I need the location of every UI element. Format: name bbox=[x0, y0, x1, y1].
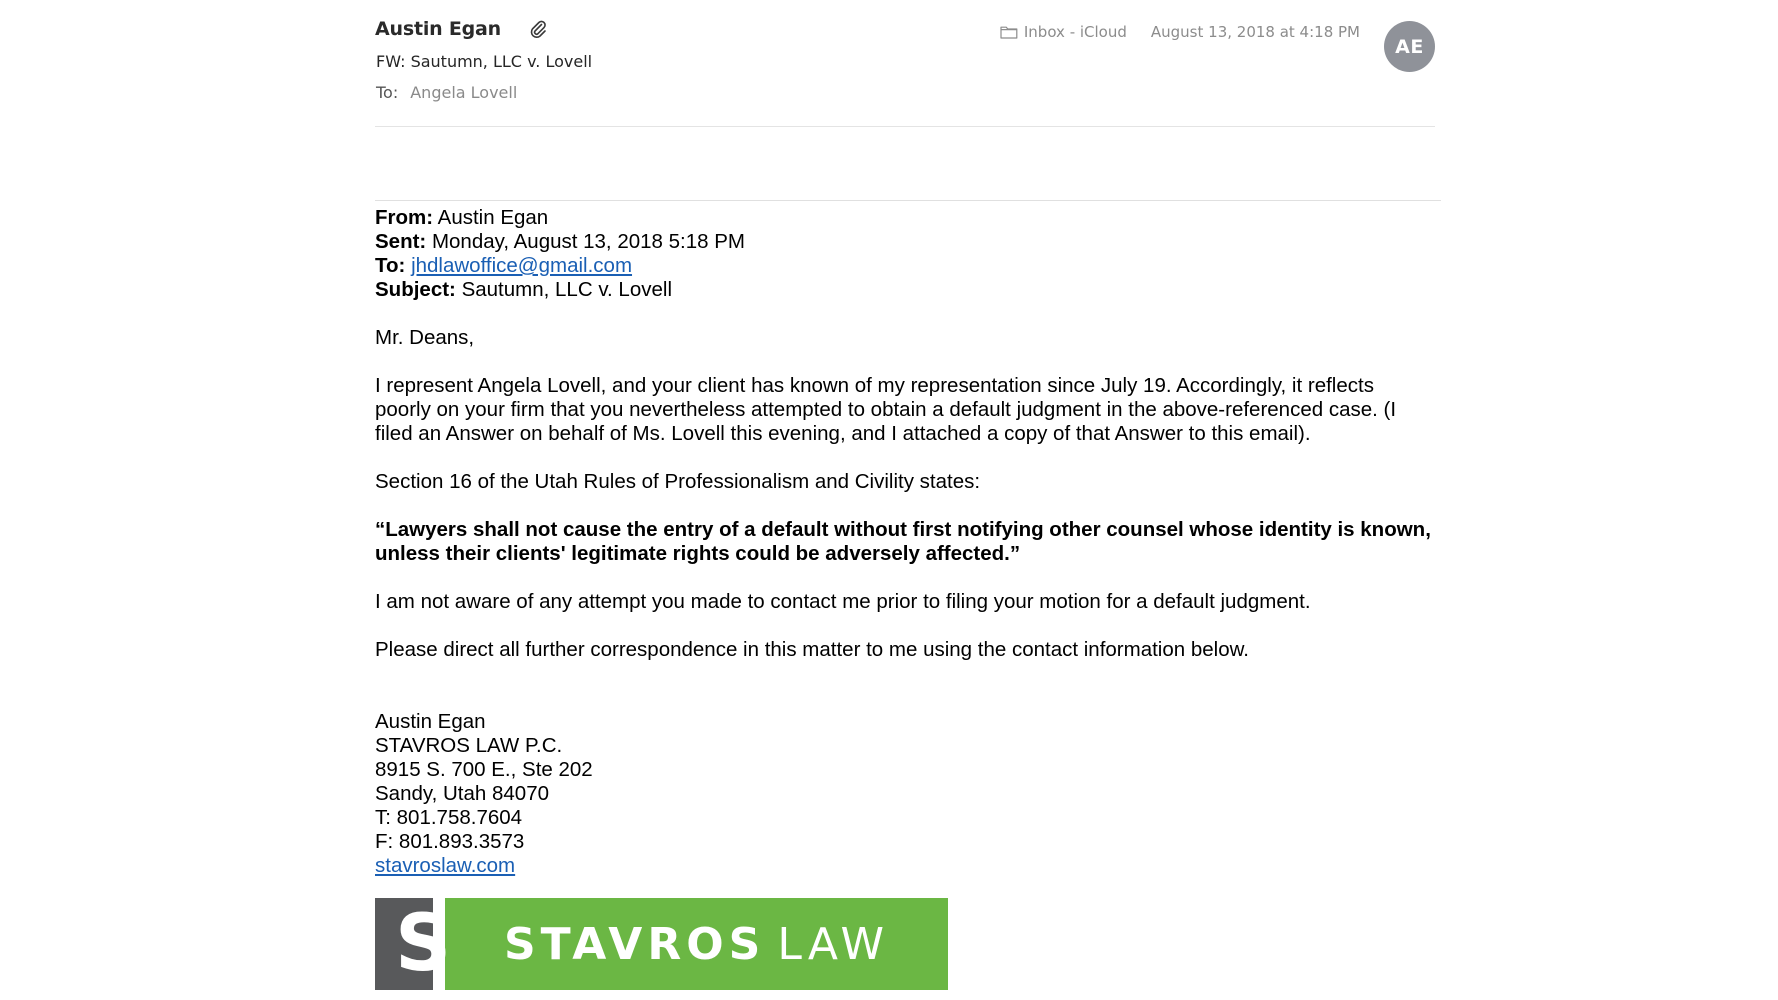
fwd-sent-label: Sent: bbox=[375, 230, 427, 253]
rule-quote: “Lawyers shall not cause the entry of a default without first notifying other counsel whose identity is known, unless their clients' legitimate rights could be adversely affected.” bbox=[375, 518, 1431, 565]
body-paragraph-4: Please direct all further correspondence in this matter to me using the contact information below. bbox=[375, 638, 1249, 661]
message-subject: FW: Sautumn, LLC v. Lovell bbox=[376, 52, 593, 71]
recipient-name[interactable]: Angela Lovell bbox=[410, 83, 518, 102]
message-body bbox=[375, 206, 1435, 878]
paperclip-icon[interactable] bbox=[529, 19, 547, 39]
forward-divider bbox=[375, 200, 1441, 201]
sender-name[interactable]: Austin Egan bbox=[375, 18, 502, 40]
signature-block bbox=[375, 710, 1435, 878]
fwd-to-email-link[interactable]: jhdlawoffice@gmail.com bbox=[411, 254, 633, 277]
avatar[interactable]: AE bbox=[1384, 21, 1435, 72]
signature-phone: T: 801.758.7604 bbox=[375, 806, 523, 829]
body-paragraph-2: Section 16 of the Utah Rules of Professionalism and Civility states: bbox=[375, 470, 981, 493]
fwd-subject bbox=[375, 278, 1435, 302]
message-meta bbox=[1000, 23, 1360, 41]
mailbox-label[interactable]: Inbox - iCloud bbox=[1023, 23, 1127, 41]
stavros-law-logo bbox=[375, 898, 948, 990]
message-date: August 13, 2018 at 4:18 PM bbox=[1150, 23, 1360, 41]
fwd-to bbox=[375, 254, 1435, 278]
fwd-from bbox=[375, 206, 1435, 230]
logo-word-law: LAW bbox=[777, 918, 890, 970]
signature-address-1: 8915 S. 700 E., Ste 202 bbox=[375, 758, 593, 781]
to-label: To: bbox=[376, 83, 399, 102]
fwd-from-value: Austin Egan bbox=[433, 206, 549, 229]
signature-name: Austin Egan bbox=[375, 710, 486, 733]
signature-firm: STAVROS LAW P.C. bbox=[375, 734, 563, 757]
recipient-line bbox=[376, 83, 517, 102]
logo-mark-letter: S bbox=[395, 899, 452, 989]
fwd-from-label: From: bbox=[375, 206, 434, 229]
fwd-subject-label: Subject: bbox=[375, 278, 456, 301]
message-header bbox=[375, 18, 1435, 127]
folder-icon bbox=[1000, 25, 1018, 39]
fwd-sent-value: Monday, August 13, 2018 5:18 PM bbox=[426, 230, 745, 253]
body-paragraph-1: I represent Angela Lovell, and your client has known of my representation since July 19. Accordingly, it reflects poorly on your firm that you nevertheless attempted to obtain a default judgment in the above-referenced case. (I filed an Answer on behalf of Ms. Lovell this evening, and I attached a copy of that Answer to this email). bbox=[375, 374, 1397, 445]
signature-website-link[interactable]: stavroslaw.com bbox=[375, 854, 516, 877]
forwarded-header bbox=[375, 206, 1435, 302]
signature-address-2: Sandy, Utah 84070 bbox=[375, 782, 549, 805]
greeting: Mr. Deans, bbox=[375, 326, 475, 349]
fwd-to-label: To: bbox=[375, 254, 406, 277]
logo-word-stavros: STAVROS bbox=[503, 918, 766, 970]
sender-row bbox=[375, 18, 547, 40]
signature-fax: F: 801.893.3573 bbox=[375, 830, 525, 853]
logo-mark bbox=[375, 898, 452, 990]
logo-wordmark bbox=[445, 898, 948, 990]
body-paragraph-3: I am not aware of any attempt you made to contact me prior to filing your motion for a default judgment. bbox=[375, 590, 1311, 613]
fwd-sent bbox=[375, 230, 1435, 254]
fwd-subject-value: Sautumn, LLC v. Lovell bbox=[455, 278, 672, 301]
